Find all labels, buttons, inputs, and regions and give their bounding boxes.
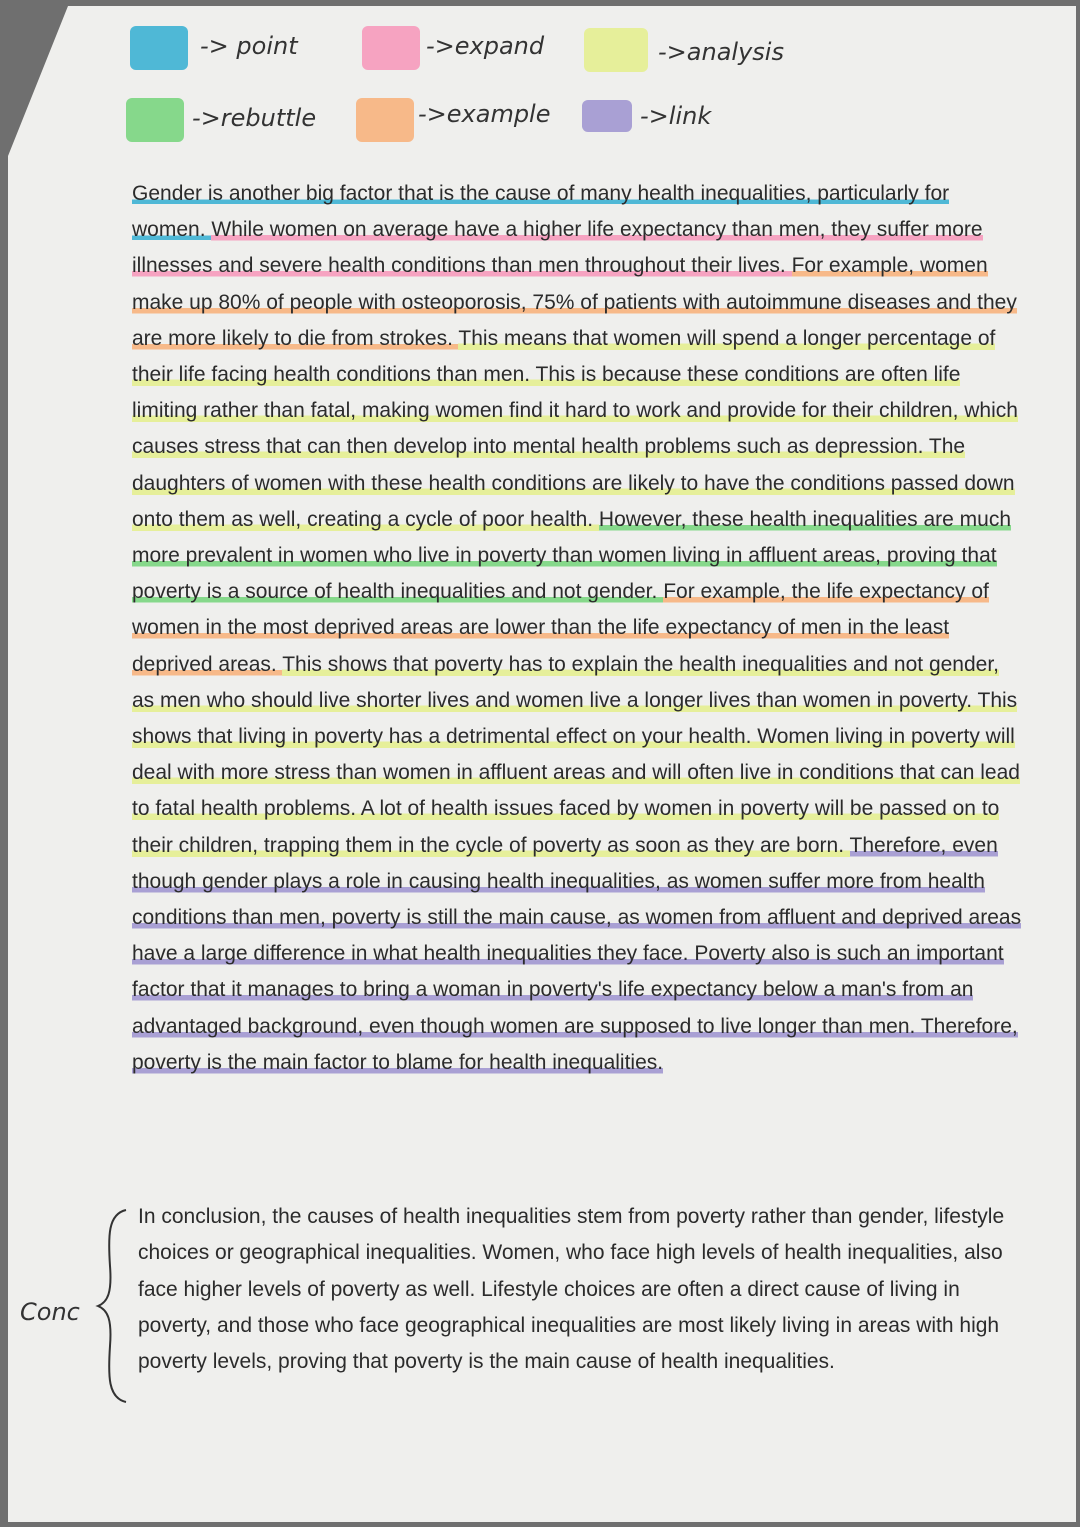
legend-swatch-rebuttal (126, 98, 184, 142)
essay-segment-analysis: This means that women will spend a longer percentage of their life facing health conditions than men. This is because these conditions are often life limiting rather than fatal, making women find it hard to work and provide for their children, which causes stress that can then develop into mental health problems such as depression. The daughters of women with these health conditions are likely to have the conditions passed down onto them as well, creating a cycle of poor health. (132, 326, 1018, 531)
legend-swatch-link (582, 100, 632, 132)
legend-swatch-example (356, 98, 414, 142)
essay-paragraph (132, 176, 1022, 1081)
legend-label-rebuttal: ->rebuttle (192, 104, 317, 132)
legend-label-expand: ->expand (426, 32, 545, 60)
legend-label-analysis: ->analysis (658, 38, 784, 66)
essay-segment-expand: While women on average have a higher life expectancy than men, they suffer more illnesses and severe health conditions than men throughout their lives. (132, 218, 983, 278)
margin-note-conc: Conc (20, 1298, 80, 1326)
legend-label-point: -> point (200, 32, 298, 60)
legend-swatch-point (130, 26, 188, 70)
conclusion-paragraph: In conclusion, the causes of health inequalities stem from poverty rather than gender, lifestyle choices or geographical inequalities. Women, who face high levels of health inequalities, also face higher levels of poverty as well. Lifestyle choices are often a direct cause of living in poverty, and those who face geographical inequalities are most likely living in areas with high poverty levels, proving that poverty is the main cause of health inequalities. (138, 1205, 1005, 1374)
paper-fold-corner (8, 6, 68, 156)
essay-segment-rebuttal: However, these health inequalities are much more prevalent in women who live in poverty than women living in affluent areas, proving that poverty is a source of health inequalities and not gender. (132, 507, 1011, 604)
legend-label-link: ->link (640, 102, 712, 130)
essay-segment-point: Gender is another big factor that is the cause of many health inequalities, particularly for women. (132, 182, 950, 242)
legend-label-example: ->example (418, 100, 551, 128)
legend-swatch-expand (362, 26, 420, 70)
essay-segment-link: Therefore, even though gender plays a role in causing health inequalities, as women suffer more from health conditions than men, poverty is still the main cause, as women from affluent and deprived areas have a large difference in what health inequalities they face. Poverty also is such an important factor that it manages to bring a woman in poverty's life expectancy below a man's from an advantaged background, even though women are supposed to live longer than men. Therefore, poverty is the main factor to blame for health inequalities. (132, 833, 1022, 1074)
legend-swatch-analysis (584, 28, 648, 72)
essay-segment-example-2: For example, the life expectancy of women in the most deprived areas are lower than the life expectancy of men in the least deprived areas. (132, 580, 989, 676)
paper-sheet (8, 6, 1076, 1522)
essay-segment-analysis-2: This shows that poverty has to explain the health inequalities and not gender, as men who should live shorter lives and women live a longer lives than women in poverty. This shows that living in poverty has a detrimental effect on your health. Women living in poverty will deal with more stress than women in affluent areas and will often live in conditions that can lead to fatal health problems. A lot of health issues faced by women in poverty will be passed on to their children, trapping them in the cycle of poverty as soon as they are born. (132, 652, 1020, 857)
curly-brace-icon (94, 1206, 130, 1406)
essay-segment-example: For example, women make up 80% of people with osteoporosis, 75% of patients with autoimmune diseases and they are more likely to die from strokes. (132, 254, 1017, 350)
